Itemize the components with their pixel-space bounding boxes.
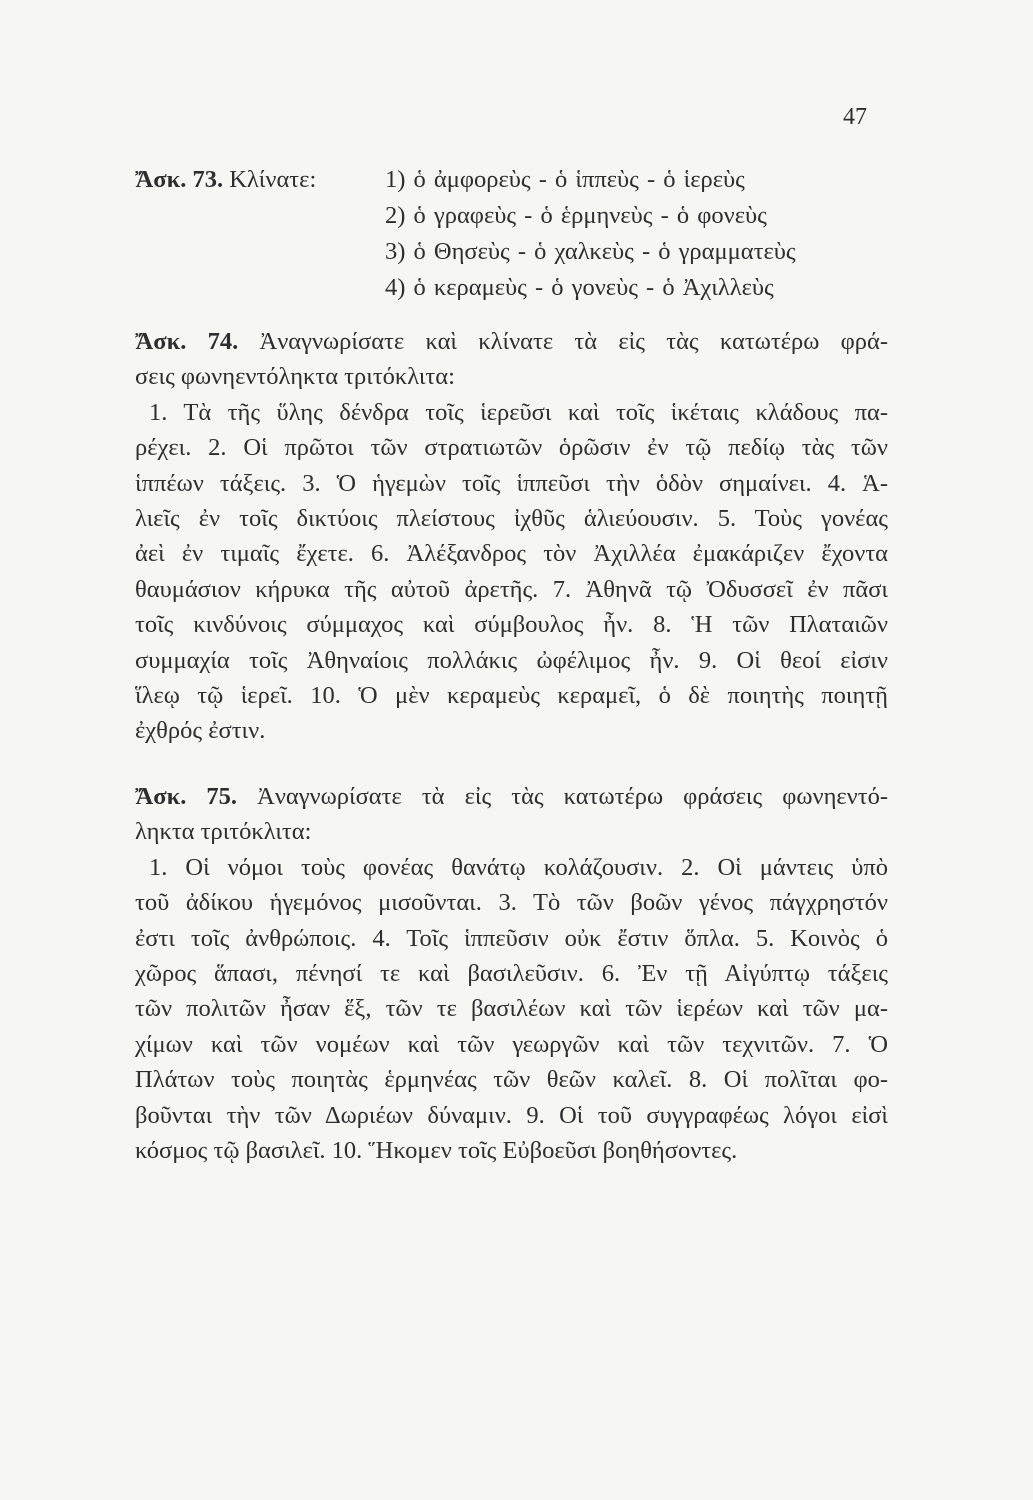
exercise-line: βοῦνται τὴν τῶν Δωριέων δύναμιν. 9. Οἱ τοῦ συγγραφέως λόγοι εἰσὶ: [135, 1101, 888, 1129]
exercise-line: θαυμάσιον κήρυκα τῆς αὐτοῦ ἀρετῆς. 7. Ἀθηνᾶ τῷ Ὀδυσσεῖ ἐν πᾶσι: [135, 575, 888, 603]
exercise-line: ἐχθρός ἐστιν.: [135, 717, 266, 745]
exercise-line: κόσμος τῷ βασιλεῖ. 10. Ἥκομεν τοῖς Εὐβοεῦσι βοηθήσοντες.: [135, 1136, 738, 1164]
exercise-line: λιεῖς ἐν τοῖς δικτύοις πλείστους ἰχθῦς ἁλιεύουσιν. 5. Τοὺς γονέας: [135, 504, 888, 532]
exercise-line: 1. Τὰ τῆς ὕλης δένδρα τοῖς ἱερεῦσι καὶ τοῖς ἱκέταις κλάδους πα-: [149, 398, 888, 426]
exercise-line: ἵλεῳ τῷ ἱερεῖ. 10. Ὁ μὲν κεραμεὺς κεραμεῖ, ὁ δὲ ποιητὴς ποιητῇ: [135, 681, 888, 709]
exercise-line: χίμων καὶ τῶν νομέων καὶ τῶν γεωργῶν καὶ τῶν τεχνιτῶν. 7. Ὁ: [135, 1030, 888, 1058]
list-item: 2) ὁ γραφεὺς - ὁ ἑρμηνεὺς - ὁ φονεὺς: [385, 202, 767, 229]
exercise-73: [135, 162, 888, 306]
exercise-line: χῶρος ἅπασι, πένησί τε καὶ βασιλεῦσιν. 6. Ἐν τῇ Αἰγύπτῳ τάξεις: [135, 959, 888, 987]
exercise-line: ἀεὶ ἐν τιμαῖς ἔχετε. 6. Ἀλέξανδρος τὸν Ἀχιλλέα ἐμακάριζεν ἔχοντα: [135, 540, 888, 568]
exercise-line: σεις φωνηεντόληκτα τριτόκλιτα:: [135, 363, 455, 391]
exercise-line: [135, 234, 888, 270]
exercise-line: [135, 162, 888, 198]
exercise-line: ἐστι τοῖς ἀνθρώποις. 4. Τοῖς ἱππεῦσιν οὐκ ἔστιν ὅπλα. 5. Κοινὸς ὁ: [135, 924, 888, 952]
exercise-text: Ἀναγνωρίσατε καὶ κλίνατε τὰ εἰς τὰς κατωτέρω φρά-: [259, 328, 888, 355]
exercise-line: Πλάτων τοὺς ποιητὰς ἑρμηνέας τῶν θεῶν καλεῖ. 8. Οἱ πολῖται φο-: [135, 1066, 888, 1094]
exercise-label: Ἄσκ. 75.: [135, 783, 238, 810]
exercise-75: [135, 779, 888, 1168]
exercise-line: τῶν πολιτῶν ἦσαν ἕξ, τῶν τε βασιλέων καὶ τῶν ἱερέων καὶ τῶν μα-: [135, 995, 888, 1023]
exercise-line: ληκτα τριτόκλιτα:: [135, 818, 312, 846]
exercise-line: τοῖς κινδύνοις σύμμαχος καὶ σύμβουλος ἦν. 8. Ἡ τῶν Πλαταιῶν: [135, 611, 888, 639]
exercise-line: [135, 198, 888, 234]
exercise-label: Ἄσκ. 73.: [135, 166, 224, 193]
list-item: 3) ὁ Θησεὺς - ὁ χαλκεὺς - ὁ γραμματεὺς: [385, 238, 796, 265]
exercise-line: τοῦ ἀδίκου ἡγεμόνος μισοῦνται. 3. Τὸ τῶν βοῶν γένος πάγχρηστόν: [135, 889, 888, 917]
list-item: 1) ὁ ἀμφορεὺς - ὁ ἱππεὺς - ὁ ἱερεὺς: [385, 166, 745, 193]
exercise-instruction: Κλίνατε:: [229, 166, 317, 193]
exercise-line: [135, 779, 888, 814]
exercise-line: συμμαχία τοῖς Ἀθηναίοις πολλάκις ὠφέλιμος ἦν. 9. Οἱ θεοί εἰσιν: [135, 646, 888, 674]
exercise-line: [135, 270, 888, 306]
page-number: 47: [843, 104, 867, 130]
list-item: 4) ὁ κεραμεὺς - ὁ γονεὺς - ὁ Ἀχιλλεὺς: [385, 274, 774, 301]
exercise-line: 1. Οἱ νόμοι τοὺς φονέας θανάτῳ κολάζουσιν. 2. Οἱ μάντεις ὑπὸ: [149, 853, 888, 881]
exercise-74: [135, 324, 888, 749]
exercise-text: Ἀναγνωρίσατε τὰ εἰς τὰς κατωτέρω φράσεις φωνηεντό-: [257, 783, 889, 810]
exercise-line: [135, 324, 888, 359]
exercise-heading: [135, 162, 385, 198]
exercise-line: ἱππέων τάξεις. 3. Ὁ ἡγεμὼν τοῖς ἱππεῦσι τὴν ὁδὸν σημαίνει. 4. Ἁ-: [135, 469, 888, 497]
exercise-label: Ἄσκ. 74.: [135, 328, 239, 355]
exercise-line: ρέχει. 2. Οἱ πρῶτοι τῶν στρατιωτῶν ὁρῶσιν ἐν τῷ πεδίῳ τὰς τῶν: [135, 434, 888, 462]
